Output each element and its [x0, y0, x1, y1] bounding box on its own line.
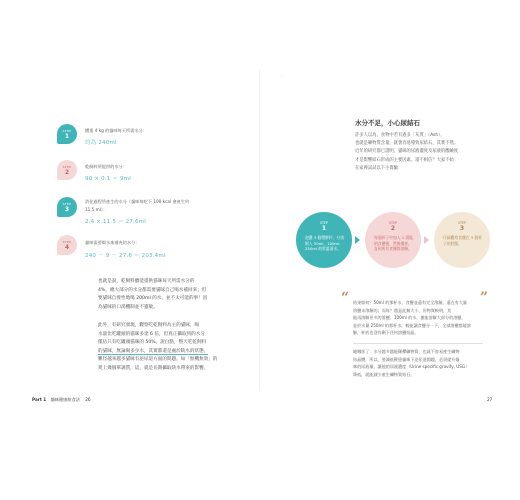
step-number: 2	[390, 225, 396, 232]
left-footer	[32, 397, 91, 403]
step-text: 仔細觀察食鹽在 3 個杯子的狀態。	[443, 235, 483, 246]
footer-title: 貓咪健康飲食法	[50, 397, 80, 402]
close-quote-icon: ”	[480, 290, 489, 306]
step-4-calc: 240 － 9 － 27.6 ＝ 203.4ml	[85, 253, 166, 259]
divider	[353, 343, 483, 344]
step-3-text: 消化過程所產生的水分（貓咪每吃下 100 kcal 會產生約	[85, 199, 190, 204]
experiment-step-2	[365, 212, 421, 268]
text-line: 才是影響結石形成的主要因素。還不相信？大家不妨	[355, 157, 454, 163]
step-3-bubble	[57, 197, 77, 217]
arrow-right-icon	[424, 236, 429, 244]
section-title: 水分不足，小心尿結石	[355, 119, 420, 127]
text-line: 也就是說，乾飼料雖能提供貓咪每天所需水分的	[98, 279, 195, 284]
intro-paragraph	[355, 132, 485, 173]
text-line: 在家裡試試以下小實驗：	[355, 165, 403, 171]
text-line: 能再溶解更多的溶鹽；100ml 的水，雖能溶解大部分的溶鹽，	[353, 315, 466, 321]
text-line: 解，杯底也沒有剩下任何溶鹽結晶。	[353, 330, 419, 336]
text-line: 此外，有研究發現，觀察吃乾飼料為主的貓咪，喝	[98, 323, 200, 328]
step-word: STEP	[389, 221, 397, 225]
step-number: 4	[64, 243, 70, 251]
step-word: STEP	[62, 239, 72, 244]
footer-part: Part 1	[32, 397, 47, 402]
text-line: 降低，就能減少產生礦物質結石。	[353, 371, 415, 377]
text-line: 水量比吃罐頭的貓咪多達 6 倍，但真正攝取到的水分	[98, 331, 205, 337]
footer-page-number: 26	[85, 397, 91, 402]
arrow-right-icon	[355, 236, 360, 244]
result-paragraph	[353, 299, 483, 337]
text-line: 為貓咪的口渴機制並不靈敏。	[98, 304, 158, 310]
text-line: 也就是礦物質含量，就會容易導致尿結石，其實不然。	[355, 141, 459, 147]
page-gutter	[259, 70, 260, 390]
step-1-text: 體重 4 kg 的貓咪每天所需水分：	[85, 128, 147, 133]
text-line: 並於水量 250ml 的那杯水，較能讓食鹽分一下，全部溶鹽都能溶	[353, 322, 471, 328]
step-2-text: 乾飼料所提供的水分：	[85, 164, 127, 169]
step-3-text-cont: 11.5 ml）：	[85, 207, 108, 212]
text-line	[98, 348, 248, 357]
text-line: 許多人以為，食物中若有過多「灰質」（Ash），	[355, 133, 445, 138]
text-line: 要貓咪自發性地喝 200ml 的水，並不太可能的事！因	[98, 296, 208, 301]
open-quote-icon: “	[341, 290, 350, 306]
step-number: 1	[64, 132, 70, 140]
step-word: STEP	[62, 128, 72, 133]
step-number: 3	[64, 205, 70, 213]
text-line: 結晶體，所以，要減低罹患貓咪下泌尿道問題，必須提升貓	[353, 356, 460, 362]
text-line: 難怪越來越多貓咪有泌尿道方面的問題。如「無機無效」的	[98, 357, 218, 362]
step-2-bubble	[57, 160, 77, 180]
step-text: 泡濃 3 個塑膠杯，分別倒入 50ml、100ml、250ml 的常溫清水。	[305, 235, 345, 252]
step-number: 1	[321, 225, 327, 232]
left-paragraph-1	[98, 278, 248, 312]
text-line: 僅佔只有吃罐頭貓咪的 50%。說白點，整天吃乾飼料	[98, 340, 207, 345]
step-text: 每個杯子中加入 1 湯匙的食鹽後，然後攪拌，直到所有食鹽都溶解。	[374, 235, 414, 252]
step-number: 2	[64, 168, 70, 176]
step-3-calc: 2.4 × 11.5 ＝ 27.6ml	[85, 219, 147, 225]
step-4-bubble	[57, 235, 77, 255]
text-line: 她哪你了：水分越多越能稀釋礦物質，也就不容易產生礦物	[353, 349, 460, 354]
left-paragraph-2	[98, 322, 248, 373]
step-1-bubble	[57, 124, 77, 144]
text-line: 結果如何？50ml 的那杯水，食鹽並還有完全溶解，還在有大量	[353, 300, 467, 305]
step-word: STEP	[62, 164, 72, 169]
text-line: 咪的尿液量，讓他的尿液濃度（Urine specific gravity, USG）	[353, 364, 470, 370]
experiment-step-1	[296, 212, 352, 268]
highlighted-text: 的貓咪，無論喝多少水，其實都還是處於缺水的狀態，	[98, 348, 209, 354]
text-line: 溶鹽未溶解的；而每？越是此無大小，但物質較明，其	[353, 307, 452, 313]
right-footer-page-number: 27	[487, 397, 493, 402]
step-word: STEP	[62, 201, 72, 206]
text-line: 近年的研究都已證明，貓咪的尿液濃度及尿液的酸鹼度	[355, 149, 459, 155]
conclusion-paragraph	[353, 348, 483, 378]
step-word: STEP	[458, 221, 466, 225]
text-line: 4%，總大部分的水分都需要貓咪自己喝水補回來；但	[98, 287, 207, 293]
step-2-calc: 90 × 0.1 ＝ 9ml	[85, 176, 132, 182]
step-word: STEP	[320, 221, 328, 225]
page-marker: ·	[281, 73, 283, 78]
step-4-text: 貓咪需要喝水來補充的水分：	[85, 240, 140, 245]
text-line: 愛上幾個單調質，這，就是長期攝取缺水帶來的影響。	[98, 365, 209, 371]
step-1-calc: 約為 240ml	[85, 140, 117, 146]
step-number: 3	[459, 225, 465, 232]
experiment-step-3	[434, 212, 490, 268]
